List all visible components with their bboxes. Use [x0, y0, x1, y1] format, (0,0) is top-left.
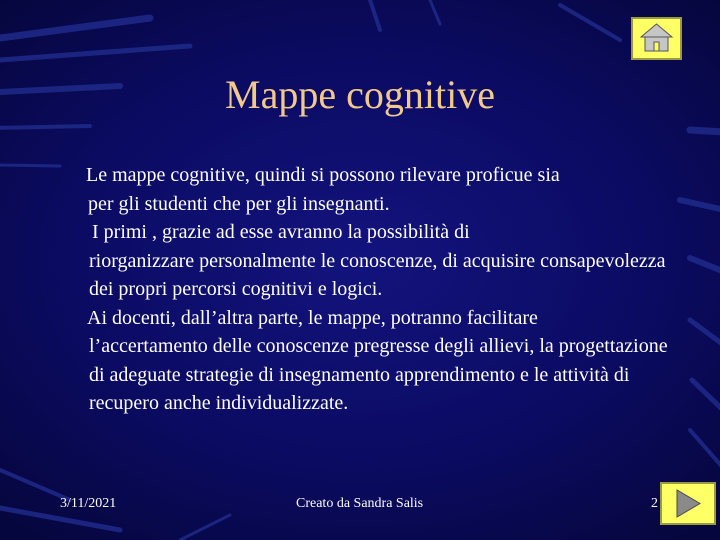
- footer-date: 3/11/2021: [60, 496, 117, 511]
- paragraph-3-rest: l’accertamento delle conoscenze pregresse degli allievi, la progettazione di adeguate strategie di insegnamento apprendimento e le attività di recupero anche individualizzate.: [89, 335, 668, 414]
- slide-title: Mappe cognitive: [225, 72, 495, 117]
- next-slide-button[interactable]: [660, 482, 716, 525]
- paragraph-2: [87, 218, 687, 304]
- footer-credit: Creato da Sandra Salis: [296, 496, 424, 511]
- paragraph-2-rest: riorganizzare personalmente le conoscenze, di acquisire consapevolezza dei propri percorsi cognitivi e logici.: [89, 249, 666, 300]
- paragraph-3: [87, 304, 687, 418]
- home-button[interactable]: [631, 17, 682, 60]
- play-next-icon: [662, 484, 714, 523]
- paragraph-2-first-line: I primi , grazie ad esse avranno la possibilità di: [92, 221, 470, 243]
- paragraph-1-rest: per gli studenti che per gli insegnanti.: [88, 192, 390, 215]
- home-icon: [633, 19, 680, 58]
- paragraph-3-first-line: Ai docenti, dall’altra parte, le mappe, potranno facilitare: [87, 306, 538, 329]
- slide-number: 2: [651, 496, 658, 511]
- paragraph-1-first-line: Le mappe cognitive, quindi si possono rilevare proficue sia: [86, 164, 560, 186]
- slide-body: [87, 161, 687, 418]
- paragraph-1: [87, 161, 687, 218]
